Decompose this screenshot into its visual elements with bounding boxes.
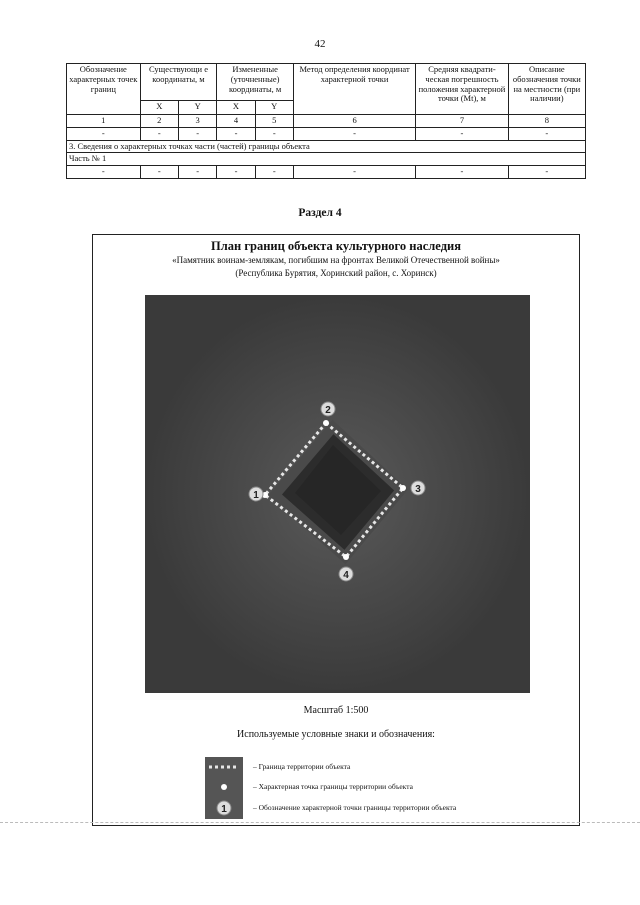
table-cell: - [255,166,293,179]
header-point-designation: Обозначение характерных точек границ [67,64,141,115]
header-error: Средняя квадрати-ческая погрешность положения характерной точки (Mt), м [416,64,508,115]
plan-location: (Республика Бурятия, Хоринский район, с. Хоринск) [235,268,437,278]
table-cell: - [178,166,216,179]
legend-item-boundary: – Граница территории объекта [253,762,351,771]
table-cell: 8 [508,115,585,128]
legend-title: Используемые условные знаки и обозначения: [237,729,435,740]
legend-swatch-boundary [205,757,243,777]
table-cell: 5 [255,115,293,128]
plan-title: План границ объекта культурного наследия [211,239,461,253]
table-cell: 1 [67,115,141,128]
table-cell: - [255,127,293,140]
boundary-point-dot [400,485,406,491]
legend-marker-label: 1 [221,804,227,815]
legend-item-point-label: – Обозначение характерной точки границы территории объекта [253,803,457,812]
plan-subtitle: «Памятник воинам-землякам, погибшим на фронтах Великой Отечественной войны» [172,255,500,265]
point-label-4: 4 [343,570,349,581]
table-cell: - [293,127,415,140]
table-row-numbers [67,115,586,128]
point-marker-3 [411,481,425,495]
table-part-row: Часть № 1 [67,153,586,166]
table-cell: - [293,166,415,179]
point-marker-2 [321,402,335,416]
map-graphic [145,295,530,693]
table-row-dashes [67,127,586,140]
satellite-map [145,295,530,693]
table-cell: - [217,127,255,140]
map-scale: Масштаб 1:500 [303,705,369,716]
table-cell: 3 [178,115,216,128]
point-marker-1 [249,487,263,501]
point-label-1: 1 [253,490,259,501]
table-cell: - [508,127,585,140]
header-existing-y: Y [178,100,216,114]
table-cell: - [140,127,178,140]
table-section-row: 3. Сведения о характерных точках части (частей) границы объекта [67,140,586,153]
boundary-point-dot [323,420,329,426]
table-cell: - [416,166,508,179]
point-label-2: 2 [325,405,331,416]
table-cell: - [140,166,178,179]
legend-swatch-point [205,777,243,797]
page-number: 42 [314,38,326,50]
boundary-point-dot [343,554,349,560]
point-label-3: 3 [415,484,421,495]
header-changed-x: X [217,100,255,114]
table-cell: - [67,166,141,179]
header-changed-coordinates: Измененные (уточненные) координаты, м [217,64,294,101]
table-row-dashes [67,166,586,179]
boundary-plan [92,234,580,826]
table-cell: - [416,127,508,140]
table-cell: - [178,127,216,140]
table-cell: 4 [217,115,255,128]
table-cell: 7 [416,115,508,128]
table-cell: 6 [293,115,415,128]
table-cell: 2 [140,115,178,128]
header-existing-coordinates: Существующи е координаты, м [140,64,217,101]
header-method: Метод определения координат характерной точки [293,64,415,115]
legend-swatch-point-label [205,797,243,819]
legend-item-point: – Характерная точка границы территории объекта [253,782,413,791]
header-description: Описание обозначения точки на местности (при наличии) [508,64,585,115]
section-title: Раздел 4 [298,207,342,219]
coordinates-table [66,63,586,179]
divider [0,822,640,823]
header-changed-y: Y [255,100,293,114]
point-marker-4 [339,567,353,581]
table-cell: - [217,166,255,179]
header-existing-x: X [140,100,178,114]
table-cell: - [67,127,141,140]
table-cell: - [508,166,585,179]
